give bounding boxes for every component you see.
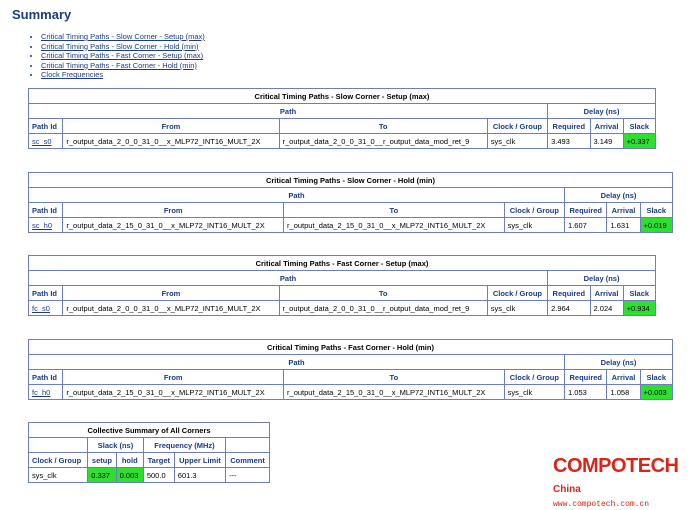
col-clock-group: Clock / Group <box>504 370 564 385</box>
col-clock-group: Clock / Group <box>487 119 547 134</box>
clock-cell: sys_clk <box>504 385 564 400</box>
table-row <box>29 134 656 149</box>
col-path-id: Path Id <box>29 370 63 385</box>
watermark-brand: COMPOTECH China <box>553 455 679 495</box>
table-title: Critical Timing Paths - Fast Corner - Setup (max) <box>29 256 656 271</box>
path-header: Path <box>29 355 565 370</box>
clock-cell: sys_clk <box>504 218 564 233</box>
table-row <box>29 301 656 316</box>
clock-cell: sys_clk <box>487 301 547 316</box>
from-cell: r_output_data_2_15_0_31_0__x_MLP72_INT16_MULT_2X <box>63 385 284 400</box>
toc-link-fast-setup[interactable]: Critical Timing Paths - Fast Corner - Setup (max) <box>41 51 204 61</box>
to-cell: r_output_data_2_15_0_31_0__x_MLP72_INT16_MULT_2X <box>284 218 505 233</box>
path-id-link[interactable]: fc_h0 <box>32 387 51 397</box>
required-cell: 1.053 <box>565 385 607 400</box>
arrival-cell: 1.058 <box>607 385 640 400</box>
toc-link-slow-hold[interactable]: Critical Timing Paths - Slow Corner - Hold (min) <box>41 41 199 51</box>
target-cell: 500.0 <box>143 468 174 483</box>
compotech-watermark <box>553 455 685 509</box>
table-slow-setup <box>28 88 656 149</box>
slack-cell: +0.003 <box>640 385 672 400</box>
table-title: Critical Timing Paths - Slow Corner - Setup (max) <box>29 89 656 104</box>
toc-item <box>41 51 205 61</box>
spacer-cell <box>226 438 270 453</box>
clock-cell: sys_clk <box>29 468 88 483</box>
col-clock-group: Clock / Group <box>504 203 564 218</box>
table-row <box>29 385 673 400</box>
col-arrival: Arrival <box>590 286 623 301</box>
upper-limit-cell: 601.3 <box>174 468 225 483</box>
table-title: Collective Summary of All Corners <box>29 423 270 438</box>
col-slack: Slack <box>623 119 655 134</box>
required-cell: 3.493 <box>548 134 590 149</box>
required-cell: 2.964 <box>548 301 590 316</box>
toc-item <box>41 70 205 80</box>
col-from: From <box>63 370 284 385</box>
toc-item <box>41 32 205 42</box>
toc-item <box>41 42 205 52</box>
watermark-url: www.compotech.com.cn <box>553 500 650 509</box>
toc-link-fast-hold[interactable]: Critical Timing Paths - Fast Corner - Hold (min) <box>41 60 197 70</box>
toc-item <box>41 61 205 71</box>
setup-slack-cell: 0.337 <box>88 468 116 483</box>
col-path-id: Path Id <box>29 203 63 218</box>
col-required: Required <box>548 286 590 301</box>
required-cell: 1.607 <box>565 218 607 233</box>
slack-cell: +0.337 <box>623 134 655 149</box>
path-header: Path <box>29 188 565 203</box>
col-arrival: Arrival <box>590 119 623 134</box>
path-id-link[interactable]: fc_s0 <box>32 303 50 313</box>
clock-cell: sys_clk <box>487 134 547 149</box>
spacer-cell <box>29 438 88 453</box>
col-path-id: Path Id <box>29 119 63 134</box>
arrival-cell: 3.149 <box>590 134 623 149</box>
path-id-link[interactable]: sc_s0 <box>32 136 52 146</box>
col-slack: Slack <box>640 203 672 218</box>
path-id-link[interactable]: sc_h0 <box>32 220 53 230</box>
col-target: Target <box>143 453 174 468</box>
col-comment: Comment <box>226 453 270 468</box>
table-title: Critical Timing Paths - Slow Corner - Hold (min) <box>29 173 673 188</box>
col-clock-group: Clock / Group <box>487 286 547 301</box>
col-required: Required <box>565 370 607 385</box>
col-required: Required <box>565 203 607 218</box>
path-header: Path <box>29 104 548 119</box>
col-required: Required <box>548 119 590 134</box>
delay-header: Delay (ns) <box>548 104 656 119</box>
table-title: Critical Timing Paths - Fast Corner - Hold (min) <box>29 340 673 355</box>
slack-cell: +0.019 <box>640 218 672 233</box>
arrival-cell: 1.631 <box>607 218 640 233</box>
col-path-id: Path Id <box>29 286 63 301</box>
col-to: To <box>279 119 487 134</box>
table-of-contents <box>33 32 205 80</box>
to-cell: r_output_data_2_15_0_31_0__x_MLP72_INT16_MULT_2X <box>284 385 505 400</box>
col-clock-group: Clock / Group <box>29 453 88 468</box>
col-to: To <box>284 203 505 218</box>
col-from: From <box>63 286 279 301</box>
col-arrival: Arrival <box>607 203 640 218</box>
from-cell: r_output_data_2_15_0_31_0__x_MLP72_INT16_MULT_2X <box>63 218 284 233</box>
col-from: From <box>63 119 279 134</box>
delay-header: Delay (ns) <box>565 355 673 370</box>
table-collective-summary <box>28 422 270 483</box>
table-row <box>29 468 270 483</box>
to-cell: r_output_data_2_0_0_31_0__r_output_data_mod_ret_9 <box>279 134 487 149</box>
arrival-cell: 2.024 <box>590 301 623 316</box>
frequency-group-header: Frequency (MHz) <box>143 438 225 453</box>
hold-slack-cell: 0.003 <box>116 468 143 483</box>
delay-header: Delay (ns) <box>565 188 673 203</box>
col-slack: Slack <box>623 286 655 301</box>
delay-header: Delay (ns) <box>548 271 656 286</box>
table-row <box>29 218 673 233</box>
col-to: To <box>284 370 505 385</box>
slack-cell: +0.934 <box>623 301 655 316</box>
col-from: From <box>63 203 284 218</box>
table-slow-hold <box>28 172 673 233</box>
col-hold: hold <box>116 453 143 468</box>
from-cell: r_output_data_2_0_0_31_0__x_MLP72_INT16_MULT_2X <box>63 301 279 316</box>
slack-group-header: Slack (ns) <box>88 438 144 453</box>
col-upper-limit: Upper Limit <box>174 453 225 468</box>
col-to: To <box>279 286 487 301</box>
from-cell: r_output_data_2_0_0_31_0__x_MLP72_INT16_MULT_2X <box>63 134 279 149</box>
to-cell: r_output_data_2_0_0_31_0__r_output_data_mod_ret_9 <box>279 301 487 316</box>
toc-link-slow-setup[interactable]: Critical Timing Paths - Slow Corner - Setup (max) <box>41 32 205 41</box>
comment-cell: --- <box>226 468 270 483</box>
col-slack: Slack <box>640 370 672 385</box>
toc-link-clock-frequencies[interactable]: Clock Frequencies <box>41 70 104 80</box>
col-setup: setup <box>88 453 116 468</box>
page-title: Summary <box>12 7 72 22</box>
table-fast-hold <box>28 339 673 400</box>
col-arrival: Arrival <box>607 370 640 385</box>
path-header: Path <box>29 271 548 286</box>
table-fast-setup <box>28 255 656 316</box>
